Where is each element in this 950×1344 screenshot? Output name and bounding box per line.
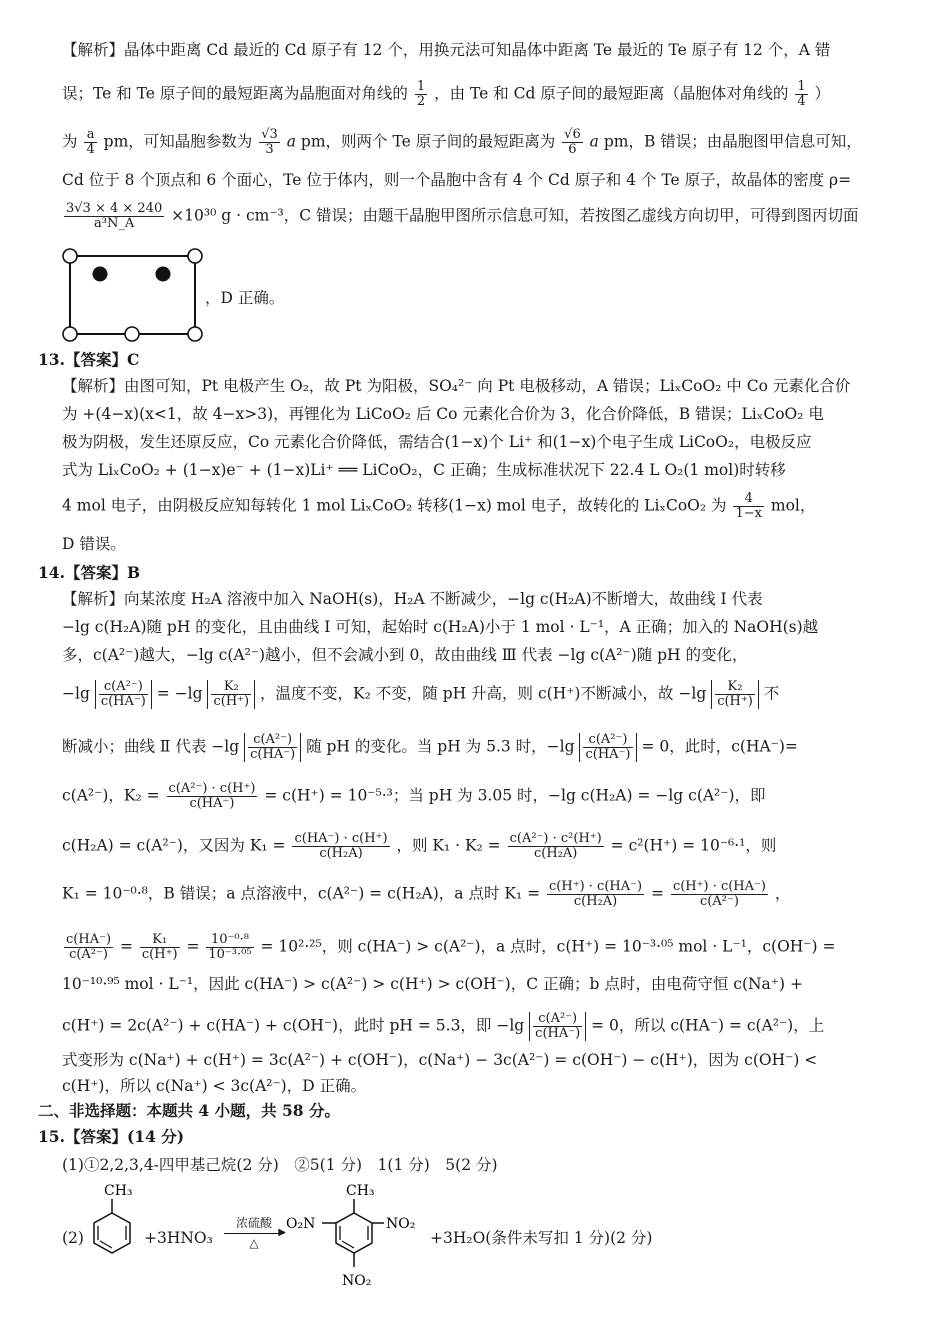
cross-section-figure bbox=[62, 248, 212, 343]
p14-line3: 多，c(A²⁻)越大，−lg c(A²⁻)越小，但不会减小到 0，故由曲线 Ⅲ 代表 −lg c(A²⁻)随 pH 的变化， bbox=[62, 646, 748, 664]
arrow-cond-top: 浓硫酸 bbox=[235, 1216, 272, 1230]
svg-text:NO₂: NO₂ bbox=[342, 1273, 372, 1289]
p14-line2: −lg c(H₂A)随 pH 的变化，且由曲线 Ⅰ 可知，起始时 c(H₂A)小于 1 mol · L⁻¹，A 正确；加入的 NaOH(s)越 bbox=[62, 618, 819, 636]
p13-line6: D 错误。 bbox=[62, 535, 126, 553]
corner-atom bbox=[188, 327, 202, 341]
reaction-tail: +3H₂O(条件未写扣 1 分)(2 分) bbox=[430, 1229, 653, 1247]
p12-line6: ，D 正确。 bbox=[205, 289, 285, 307]
toluene-structure bbox=[86, 1175, 146, 1265]
svg-text:CH₃: CH₃ bbox=[346, 1183, 375, 1199]
p15-line2-label: (2) bbox=[62, 1229, 84, 1247]
inner-atom bbox=[93, 267, 108, 282]
p12-line1: 【解析】晶体中距离 Cd 最近的 Cd 原子有 12 个，用换元法可知晶体中距离 Te 最近的 Te 原子有 12 个，A 错 bbox=[62, 41, 831, 59]
corner-atom bbox=[63, 249, 77, 263]
p14-line9: $\frac{c(HA^-)}{\text{c(A²⁻)}}$ = $\frac{\text{K₁}}{c(H^+)}$ = $\frac{\text{10⁻⁰·⁸}}{\text{10⁻³·⁰⁵}}$ = 10²·²⁵，则 c(HA⁻) > c(A²⁻)，a 点时，c(H⁺) = 10⁻³·⁰⁵ mol · L⁻¹，c(OH⁻) = bbox=[66, 932, 836, 962]
tnt-structure bbox=[284, 1175, 434, 1300]
p14-line5: 断减小；曲线 Ⅱ 代表 −lg $\frac{\text{c(A²⁻)}}{c(HA^-)}$ 随 pH 的变化。当 pH 为 5.3 时，−lg $\frac{\text{c(A²⁻)}}{c(HA^-)}$ = 0，此时，c(HA⁻)= bbox=[62, 732, 798, 762]
svg-text:NO₂: NO₂ bbox=[386, 1216, 416, 1232]
reaction-arrow: 浓硫酸 ▶ △ bbox=[224, 1214, 284, 1250]
p14-line7: c(H₂A) = c(A²⁻)，又因为 K₁ = $\frac{c(HA^-) \cdot c(H^+)}{\text{c(H₂A)}}$ ，则 K₁ · K₂ = $\frac{\text{c(A²⁻) · c²(H⁺)}}{\text{c(H₂A)}}$ = c²(H⁺) = 10⁻⁶·¹，则 bbox=[62, 831, 777, 861]
reagent-text: +3HNO₃ bbox=[144, 1229, 213, 1247]
p14-line8: K₁ = 10⁻⁰·⁸，B 错误；a 点溶液中，c(A²⁻) = c(H₂A)，a 点时 K₁ = $\frac{c(H^+) \cdot c(HA^-)}{\text{c(H₂A)}}$ = $\frac{c(H^+) \cdot c(HA^-)}{\text{c(A²⁻)}}$ ， bbox=[62, 879, 791, 909]
p14-line11: c(H⁺) = 2c(A²⁻) + c(HA⁻) + c(OH⁻)，此时 pH = 5.3，即 −lg $\frac{\text{c(A²⁻)}}{c(HA^-)}$ = 0，所以 c(HA⁻) = c(A²⁻)，上 bbox=[62, 1011, 825, 1041]
p13-line2: 为 +(4−x)(x<1，故 4−x>3)，再锂化为 LiCoO₂ 后 Co 元素化合价为 3，化合价降低，B 错误；LiₓCoO₂ 电 bbox=[62, 405, 824, 423]
arrow-cond-bottom: △ bbox=[249, 1236, 259, 1250]
p13-line1: 【解析】由图可知，Pt 电极产生 O₂，故 Pt 为阳极，SO₄²⁻ 向 Pt 电极移动，A 错误；LiₓCoO₂ 中 Co 元素化合价 bbox=[62, 377, 851, 395]
q13-head: 13.【答案】C bbox=[38, 350, 140, 369]
p14-line12: 式变形为 c(Na⁺) + c(H⁺) = 3c(A²⁻) + c(OH⁻)，c(Na⁺) − 3c(A²⁻) = c(OH⁻) − c(H⁺)，因为 c(OH⁻) < bbox=[62, 1051, 818, 1069]
corner-atom bbox=[63, 327, 77, 341]
svg-text:CH₃: CH₃ bbox=[104, 1183, 133, 1199]
p13-line4: 式为 LiₓCoO₂ + (1−x)e⁻ + (1−x)Li⁺ ══ LiCoO₂，C 正确；生成标准状况下 22.4 L O₂(1 mol)时转移 bbox=[62, 461, 786, 479]
p14-line13: c(H⁺)，所以 c(Na⁺) < 3c(A²⁻)，D 正确。 bbox=[62, 1077, 367, 1095]
p12-line4: Cd 位于 8 个顶点和 6 个面心，Te 位于体内，则一个晶胞中含有 4 个 Cd 原子和 4 个 Te 原子，故晶体的密度 ρ= bbox=[62, 171, 852, 189]
p15-line1: (1)①2,2,3,4-四甲基己烷(2 分) ②5(1 分) 1(1 分) 5(2 分) bbox=[62, 1156, 498, 1174]
p12-line2: 误；Te 和 Te 原子间的最短距离为晶胞面对角线的 $\frac{1}{2}$ ，由 Te 和 Cd 原子间的最短距离（晶胞体对角线的 $\frac{1}{4}$ ） bbox=[62, 79, 831, 109]
corner-atom bbox=[188, 249, 202, 263]
p14-line6: c(A²⁻)，K₂ = $\frac{\text{c(A²⁻) · c(H⁺)}}{c(HA^-)}$ = c(H⁺) = 10⁻⁵·³；当 pH 为 3.05 时，−lg c(H₂A) = −lg c(A²⁻)，即 bbox=[62, 781, 766, 811]
p14-line10: 10⁻¹⁰·⁹⁵ mol · L⁻¹，因此 c(HA⁻) > c(A²⁻) > c(H⁺) > c(OH⁻)，C 正确；b 点时，由电荷守恒 c(Na⁺) + bbox=[62, 975, 803, 993]
section-2-heading: 二、非选择题：本题共 4 小题，共 58 分。 bbox=[38, 1101, 340, 1120]
p13-line3: 极为阴极，发生还原反应，Co 元素化合价降低，需结合(1−x)个 Li⁺ 和(1−x)个电子生成 LiCoO₂，电极反应 bbox=[62, 433, 812, 451]
svg-text:O₂N: O₂N bbox=[286, 1216, 316, 1232]
q14-head: 14.【答案】B bbox=[38, 563, 141, 582]
face-atom bbox=[125, 327, 139, 341]
p14-line4: −lg $\frac{\text{c(A²⁻)}}{c(HA^-)}$ = −lg $\frac{\text{K₂}}{c(H^+)}$ ，温度不变，K₂ 不变，随 pH 升高，则 c(H⁺)不断减小，故 −lg $\frac{\text{K₂}}{c(H^+)}$ 不 bbox=[62, 679, 780, 709]
inner-atom bbox=[156, 267, 171, 282]
p12-line5: $\frac{3√3 \times 4 \times 240}{\text{a³N\_A}}$ ×10³⁰ g · cm⁻³，C 错误；由题干晶胞甲图所示信息可知，若按图乙虚线方向切甲，可得到图丙切面 bbox=[66, 201, 859, 231]
p13-line5: 4 mol 电子，由阴极反应知每转化 1 mol LiₓCoO₂ 转移(1−x) mol 电子，故转化的 LiₓCoO₂ 为 $\frac{4}{1-x}$ mol， bbox=[62, 491, 816, 521]
p14-line1: 【解析】向某浓度 H₂A 溶液中加入 NaOH(s)，H₂A 不断减少，−lg c(H₂A)不断增大，故曲线 Ⅰ 代表 bbox=[62, 590, 763, 608]
q15-head: 15.【答案】(14 分) bbox=[38, 1127, 185, 1146]
p12-line3: 为 $\frac{a}{4}$ pm，可知晶胞参数为 $\frac{√3}{3}$ a pm，则两个 Te 原子间的最短距离为 $\frac{√6}{6}$ a pm，B 错误；由晶胞图甲信息可知， bbox=[62, 127, 862, 157]
